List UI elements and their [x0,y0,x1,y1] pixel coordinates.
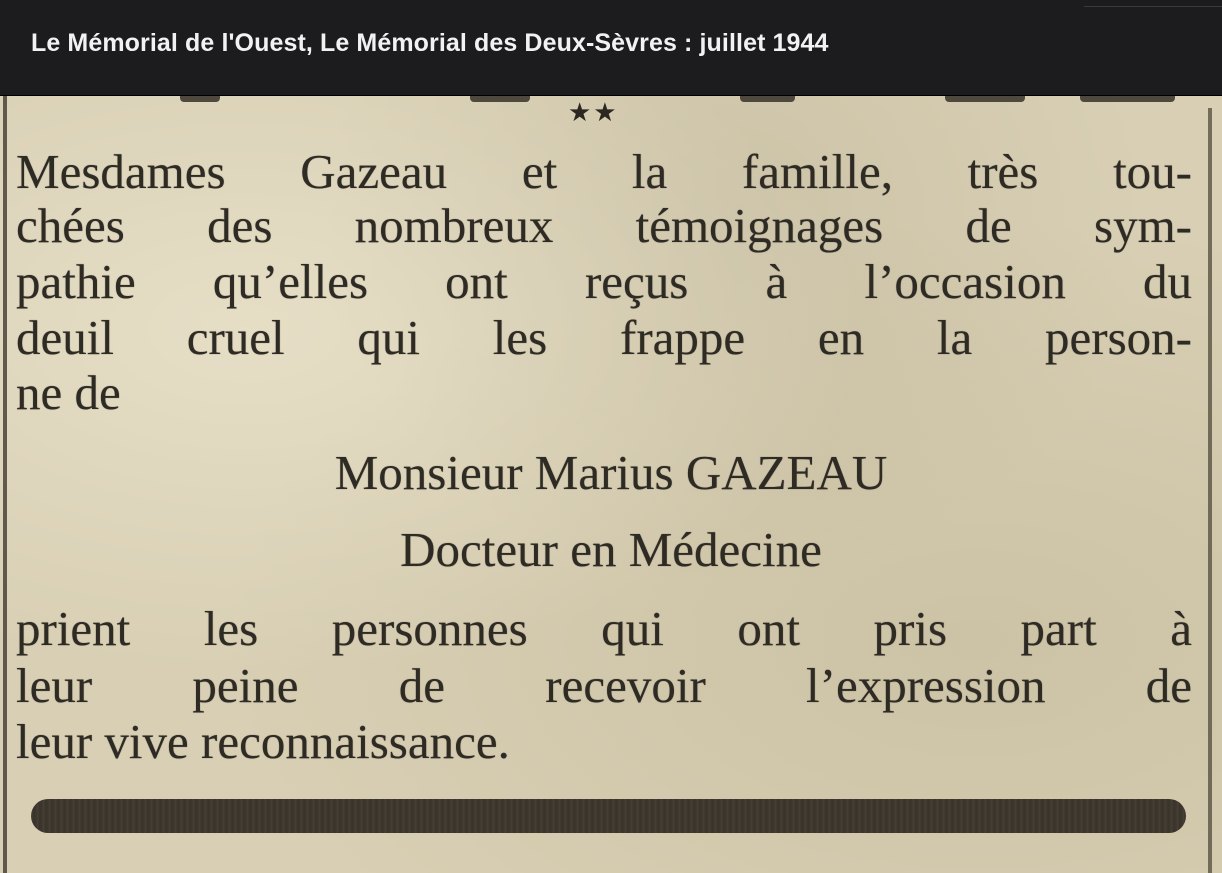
cut-remnant [470,96,530,102]
paragraph-line: deuil cruel qui les frappe en la person- [16,310,1192,365]
paragraph-line: Mesdames Gazeau et la famille, très tou- [16,144,1192,199]
paragraph-line: prient les personnes qui ont pris part à [16,601,1192,656]
paragraph-line: chées des nombreux témoignages de sym- [16,198,1192,253]
deceased-name: Monsieur Marius GAZEAU [334,445,888,500]
decorative-bottom-rule [31,799,1186,833]
deceased-profession: Docteur en Médecine [400,522,822,577]
cut-remnant [1080,96,1175,102]
newspaper-clipping [0,96,1222,873]
paragraph-line: leur peine de recevoir l’expression de [16,658,1192,713]
title-bar-divider [1084,6,1222,7]
window-title: Le Mémorial de l'Ouest, Le Mémorial des Deux-Sèvres : juillet 1944 [31,29,829,57]
paragraph-line: leur vive reconnaissance. [16,714,510,769]
cut-remnant [180,96,220,102]
title-bar [0,0,1222,96]
ornament-stars: ★★ [568,98,619,128]
paragraph-line: pathie qu’elles ont reçus à l’occasion du [16,254,1192,309]
paragraph-line: ne de [16,365,121,420]
cut-remnant [740,96,795,102]
cut-remnant [945,96,1025,102]
